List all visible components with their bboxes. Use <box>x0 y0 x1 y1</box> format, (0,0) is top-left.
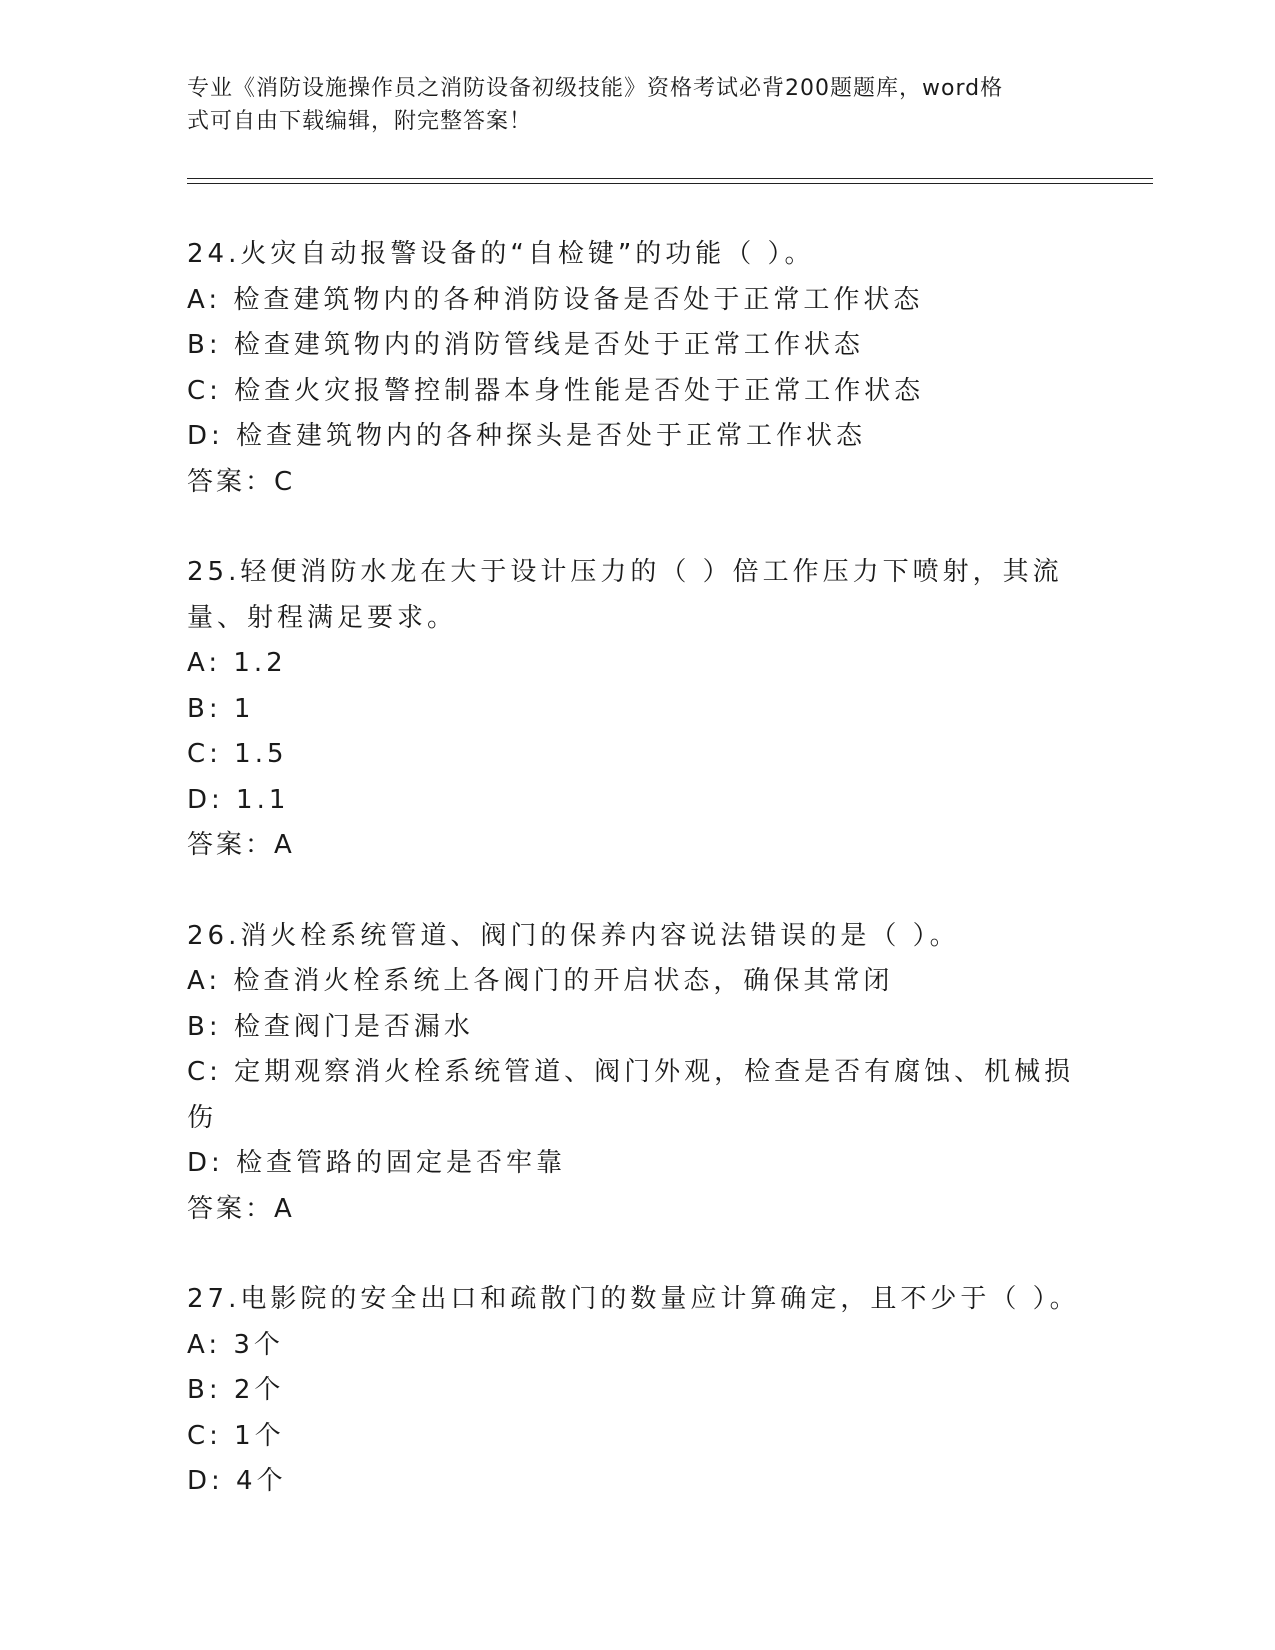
header-line-2: 式可自由下载编辑，附完整答案！ <box>187 109 533 134</box>
header-divider-bottom <box>187 183 1153 184</box>
header-line-1: 专业《消防设施操作员之消防设备初级技能》资格考试必背200题题库，word格 <box>187 76 1004 101</box>
option-a: A: 检查消火栓系统上各阀门的开启状态，确保其常闭 <box>187 966 894 996</box>
option-a: A: 检查建筑物内的各种消防设备是否处于正常工作状态 <box>187 284 924 315</box>
question-25 <box>187 550 1087 869</box>
question-stem: 26.消火栓系统管道、阀门的保养内容说法错误的是（ ）。 <box>187 920 960 951</box>
option-d: D: 检查建筑物内的各种探头是否处于正常工作状态 <box>187 421 867 451</box>
option-a: A: 1.2 <box>187 648 287 678</box>
question-stem: 24.火灾自动报警设备的“自检键”的功能（ ）。 <box>187 239 815 269</box>
question-stem: 25.轻便消防水龙在大于设计压力的（ ）倍工作压力下喷射，其流量、射程满足要求。 <box>187 557 1063 633</box>
option-d: D: 4个 <box>187 1466 287 1496</box>
question-list <box>187 232 1087 1550</box>
question-26 <box>187 914 1087 1233</box>
option-b: B: 检查阀门是否漏水 <box>187 1011 474 1042</box>
option-c: C: 1个 <box>187 1420 285 1451</box>
option-b: B: 检查建筑物内的消防管线是否处于正常工作状态 <box>187 330 864 360</box>
option-c: C: 1.5 <box>187 739 288 769</box>
answer-label: 答案：A <box>187 830 295 860</box>
option-b: B: 1 <box>187 693 255 724</box>
document-header <box>187 72 1077 138</box>
option-c: C: 检查火灾报警控制器本身性能是否处于正常工作状态 <box>187 375 925 406</box>
option-d: D: 1.1 <box>187 784 290 815</box>
answer-label: 答案：A <box>187 1193 295 1224</box>
option-d: D: 检查管路的固定是否牢靠 <box>187 1148 567 1178</box>
answer-label: 答案：C <box>187 466 296 497</box>
option-a: A: 3个 <box>187 1329 284 1360</box>
option-c: C: 定期观察消火栓系统管道、阀门外观，检查是否有腐蚀、机械损伤 <box>187 1057 1075 1133</box>
question-24 <box>187 232 1087 505</box>
question-27 <box>187 1277 1087 1505</box>
header-divider-top <box>187 178 1153 179</box>
option-b: B: 2个 <box>187 1375 285 1405</box>
question-stem: 27.电影院的安全出口和疏散门的数量应计算确定，且不少于（ ）。 <box>187 1284 1080 1314</box>
